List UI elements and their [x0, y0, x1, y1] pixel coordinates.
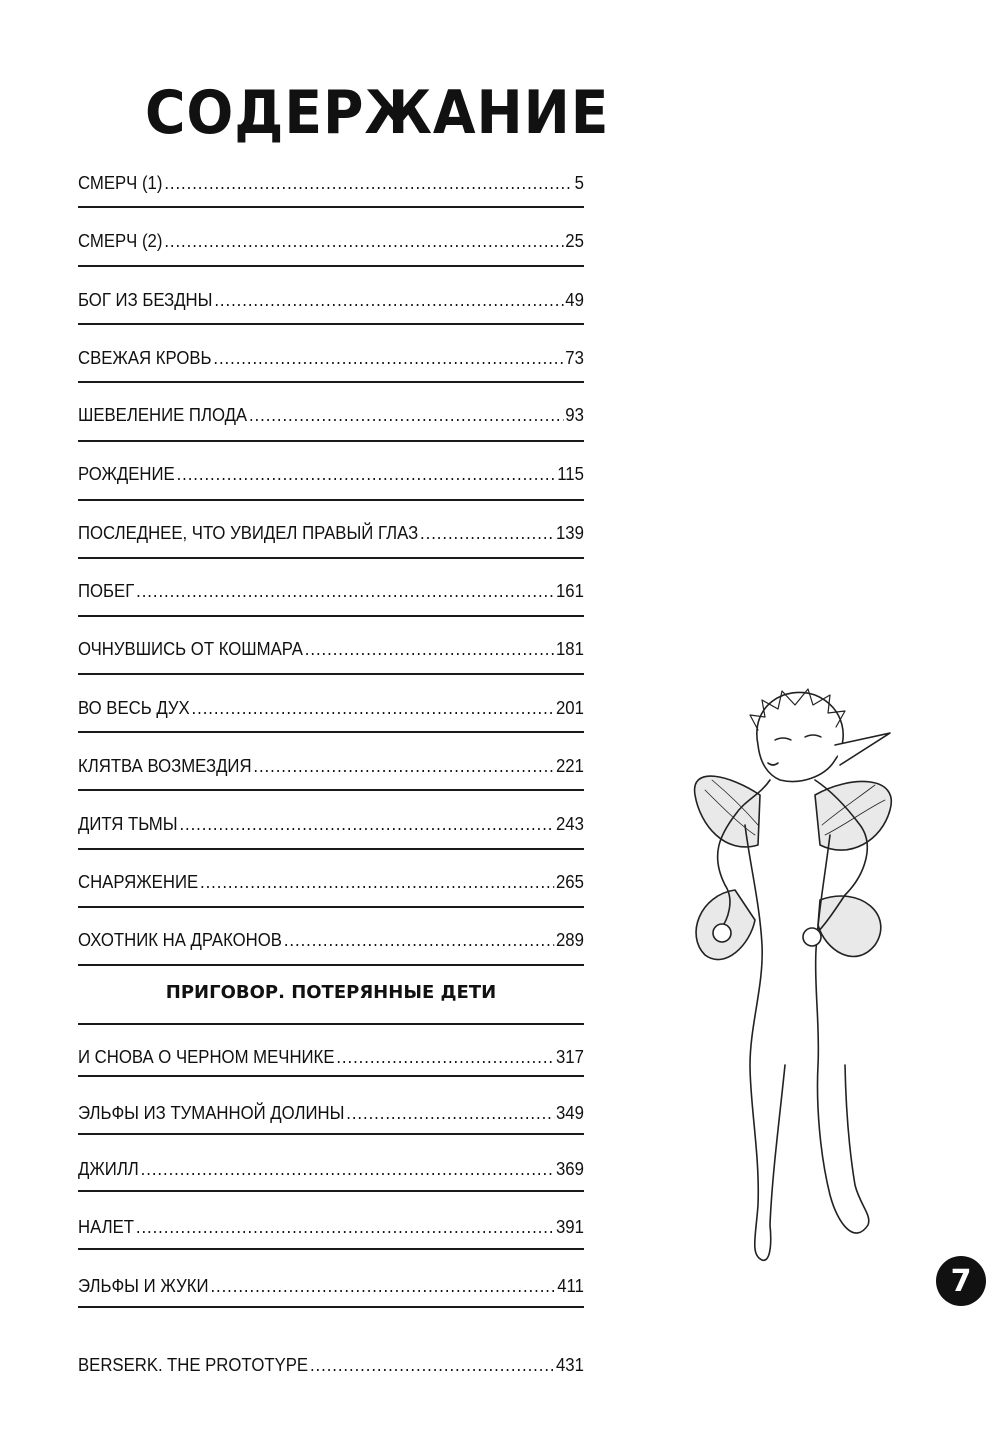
toc-entry [78, 630, 584, 660]
toc-entry [78, 1150, 584, 1180]
toc-entry [78, 455, 584, 485]
table-of-contents [78, 0, 584, 1433]
toc-entry-page: 5 [574, 173, 584, 193]
divider [78, 1190, 584, 1192]
toc-entry-title: ОХОТНИК НА ДРАКОНОВ [78, 930, 282, 950]
divider [78, 1133, 584, 1135]
toc-entry-page: 411 [557, 1276, 584, 1296]
divider [78, 323, 584, 325]
toc-entry [78, 805, 584, 835]
toc-entry [78, 689, 584, 719]
fairy-illustration [650, 685, 900, 1275]
toc-entry-page: 391 [555, 1217, 584, 1237]
toc-entry [78, 339, 584, 369]
toc-entry-title: ОЧНУВШИСЬ ОТ КОШМАРА [78, 639, 303, 659]
divider [78, 1075, 584, 1077]
page-number-badge: 7 [936, 1256, 986, 1306]
toc-entry [78, 1208, 584, 1238]
toc-entry [78, 396, 584, 426]
toc-entry-page: 139 [555, 523, 584, 543]
dot-leader [136, 581, 554, 602]
toc-entry-page: 161 [555, 581, 584, 601]
divider [78, 1248, 584, 1250]
toc-entry-title: ЭЛЬФЫ ИЗ ТУМАННОЙ ДОЛИНЫ [78, 1103, 345, 1123]
dot-leader [200, 872, 554, 893]
divider [78, 557, 584, 559]
dot-leader [214, 290, 563, 311]
toc-entry-page: 265 [555, 872, 584, 892]
divider [78, 499, 584, 501]
toc-entry-page: 49 [565, 290, 584, 310]
dot-leader [346, 1103, 554, 1124]
dot-leader [253, 756, 554, 777]
toc-entry-title: СНАРЯЖЕНИЕ [78, 872, 199, 892]
toc-entry [78, 164, 584, 194]
toc-entry-title: И СНОВА О ЧЕРНОМ МЕЧНИКЕ [78, 1047, 335, 1067]
toc-entry-page: 349 [555, 1103, 584, 1123]
toc-entry-page: 181 [555, 639, 584, 659]
dot-leader [164, 231, 563, 252]
toc-entry-page: 289 [555, 930, 584, 950]
divider [78, 848, 584, 850]
dot-leader [136, 1217, 554, 1238]
toc-entry-page: 25 [565, 231, 584, 251]
divider [78, 615, 584, 617]
toc-entry-title: ВО ВЕСЬ ДУХ [78, 698, 190, 718]
dot-leader [179, 814, 554, 835]
toc-entry-page: 317 [555, 1047, 584, 1067]
toc-entry-page: 73 [565, 348, 584, 368]
divider [78, 381, 584, 383]
toc-entry-title: БОГ ИЗ БЕЗДНЫ [78, 290, 213, 310]
divider [78, 673, 584, 675]
toc-entry-title: РОЖДЕНИЕ [78, 464, 175, 484]
divider [78, 906, 584, 908]
page-title: СОДЕРЖАНИЕ [145, 78, 610, 148]
section-heading: ПРИГОВОР. ПОТЕРЯННЫЕ ДЕТИ [165, 982, 497, 1003]
divider [78, 265, 584, 267]
dot-leader [213, 348, 563, 369]
divider [78, 789, 584, 791]
divider [78, 440, 584, 442]
divider [78, 1306, 584, 1308]
toc-entry [78, 1346, 584, 1376]
toc-entry-page: 369 [555, 1159, 584, 1179]
toc-entry-page: 221 [555, 756, 584, 776]
dot-leader [141, 1159, 554, 1180]
dot-leader [192, 698, 555, 719]
toc-entry-title: СМЕРЧ (1) [78, 173, 163, 193]
toc-entry-title: ШЕВЕЛЕНИЕ ПЛОДА [78, 405, 248, 425]
dot-leader [310, 1355, 554, 1376]
toc-entry-page: 243 [555, 814, 584, 834]
toc-entry-page: 201 [555, 698, 584, 718]
toc-entry [78, 1094, 584, 1124]
toc-entry-title: СВЕЖАЯ КРОВЬ [78, 348, 212, 368]
dot-leader [210, 1276, 555, 1297]
toc-entry-title: ДИТЯ ТЬМЫ [78, 814, 178, 834]
dot-leader [249, 405, 563, 426]
divider [78, 1023, 584, 1025]
toc-entry [78, 921, 584, 951]
divider [78, 206, 584, 208]
toc-entry-title: ДЖИЛЛ [78, 1159, 139, 1179]
toc-entry-title: КЛЯТВА ВОЗМЕЗДИЯ [78, 756, 252, 776]
dot-leader [305, 639, 554, 660]
toc-entry-title: НАЛЕТ [78, 1217, 135, 1237]
toc-entry-title: ЭЛЬФЫ И ЖУКИ [78, 1276, 209, 1296]
toc-entry-page: 115 [557, 464, 584, 484]
toc-entry [78, 514, 584, 544]
toc-entry [78, 1038, 584, 1068]
toc-entry-title: СМЕРЧ (2) [78, 231, 163, 251]
divider [78, 731, 584, 733]
toc-entry-title: BERSERK. THE PROTOTYPE [78, 1355, 309, 1375]
dot-leader [177, 464, 556, 485]
toc-entry-page: 93 [565, 405, 584, 425]
dot-leader [336, 1047, 554, 1068]
toc-entry-title: ПОБЕГ [78, 581, 135, 601]
toc-entry [78, 572, 584, 602]
toc-entry [78, 747, 584, 777]
toc-entry-title: ПОСЛЕДНЕЕ, ЧТО УВИДЕЛ ПРАВЫЙ ГЛАЗ [78, 523, 419, 543]
dot-leader [420, 523, 554, 544]
toc-entry [78, 863, 584, 893]
dot-leader [164, 173, 572, 194]
divider [78, 964, 584, 966]
toc-entry [78, 1267, 584, 1297]
toc-entry [78, 281, 584, 311]
toc-entry-page: 431 [555, 1355, 584, 1375]
dot-leader [284, 930, 554, 951]
toc-entry [78, 222, 584, 252]
